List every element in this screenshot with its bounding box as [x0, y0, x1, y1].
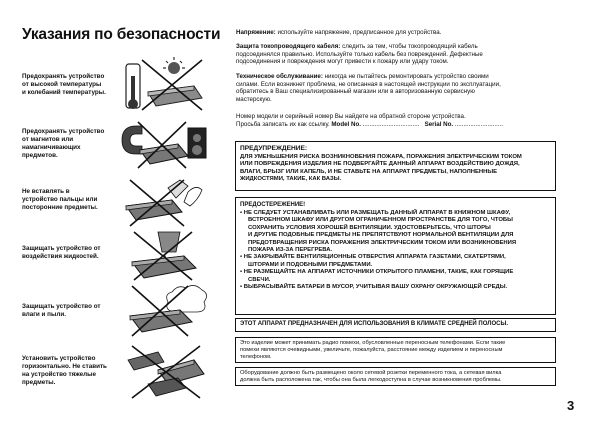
service-paragraph: Техническое обслуживание: никогда не пытайтесь ремонтировать устройство своими силами. Если возникнет проблема, не описанная в настоящей инструкции по эксплуатации, обратитесь в Ваш специализированный магазин или в авторизованную сервисную мастерскую. [236, 73, 501, 103]
serial-paragraph: Номер модели и серийный номер Вы найдете на обратной стороне устройства. Просьба записать их как ссылку. Model No. ................................. Serial No. ............................ [236, 113, 503, 128]
caption-fingers: Не вставлять в устройство пальцы или посторонние предметы. [22, 188, 98, 211]
cable-paragraph: Защита токопроводящего кабеля: следить за тем, чтобы токопроводящий кабель подсоединялся правильно. Используйте только кабель без повреждений. Дефектные подсоединения и повреждения могут привести к пожару или удару током. [236, 43, 483, 66]
climate-box: ЭТОТ АППАРАТ ПРЕДНАЗНАЧЕН ДЛЯ ИСПОЛЬЗОВАНИЯ В КЛИМАТЕ СРЕДНЕЙ ПОЛОСЫ. [235, 318, 556, 332]
caption-level: Установить устройство горизонтально. Не ставить на устройство тяжелые предметы. [22, 355, 107, 386]
caution-item: • ВЫБРАСЫВАЙТЕ БАТАРЕИ В МУСОР, УЧИТЫВАЯ ВАШУ ОХРАНУ ОКРУЖАЮЩЕЙ СРЕДЫ. [240, 284, 508, 291]
page-title: Указания по безопасности [22, 26, 221, 43]
heat-illustration [118, 56, 206, 114]
fingers-illustration [118, 176, 206, 230]
caution-item: • НЕ СЛЕДУЕТ УСТАНАВЛИВАТЬ ИЛИ РАЗМЕЩАТЬ ДАННЫЙ АППАРАТ В КНИЖНОМ ШКАФУ, ВСТРОЕННОМ ШКАФУ ИЛИ ДРУГОМ ОГРАНИЧЕННОМ ПРОСТРАНСТВЕ ДЛЯ ТОГО, ЧТОБЫ СОХРАНИТЬ УСЛОВИЯ ХОРОШЕЙ ВЕНТИЛЯЦИИ. УДОСТОВЕРЬТЕСЬ, ЧТО ШТОРЫ И ДРУГИЕ ПОДОБНЫЕ ПРЕДМЕТЫ НЕ ПРЕПЯТСТВУЮТ НОРМАЛЬНОЙ ВЕНТИЛЯЦИИ ДЛЯ ПРЕДОТВРАЩЕНИЯ РИСКА ПОРАЖЕНИЯ ЭЛЕКТРИЧЕСКИМ ТОКОМ ИЛИ ВОЗНИКНОВЕНИЯ ПОЖАРА ИЗ-ЗА ПЕРЕГРЕВА. [240, 210, 517, 254]
liquids-illustration [118, 228, 210, 284]
voltage-paragraph: Напряжение: используйте напряжение, предписанное для устройства. [236, 29, 442, 36]
warning-heading: ПРЕДУПРЕЖДЕНИЕ: [240, 145, 308, 152]
page-number: 3 [567, 398, 575, 413]
interference-box: Это изделие может принимать радио помехи, обусловленные переносным телефонами. Если такие помехи являются очевидными, увеличьте, пожалуйста, расстояние между изделием и переносным телефоном. [235, 337, 556, 363]
magnets-illustration [118, 118, 210, 170]
caption-moisture: Защищать устройство от влаги и пыли. [22, 303, 101, 318]
mains-box: Оборудование должно быть размещено около сетевой розетки переменного тока, а сетевая вилка должна быть расположена так, чтобы она была легкодоступна в случае возникновения проблемы. [235, 367, 556, 386]
moisture-illustration [118, 282, 210, 340]
caption-liquids: Защищать устройство от воздействия жидкостей. [22, 245, 101, 260]
caution-box [235, 197, 556, 315]
caution-item: • НЕ РАЗМЕЩАЙТЕ НА АППАРАТ ИСТОЧНИКИ ОТКРЫТОГО ПЛАМЕНИ, ТАКИЕ, КАК ГОРЯЩИЕ СВЕЧИ. [240, 269, 514, 283]
caution-item: • НЕ ЗАКРЫВАЙТЕ ВЕНТИЛЯЦИОННЫЕ ОТВЕРСТИЯ АППАРАТА ГАЗЕТАМИ, СКАТЕРТЯМИ, ШТОРАМИ И ПОДОБНЫМИ ПРЕДМЕТАМИ. [240, 254, 506, 268]
caption-magnets: Предохранять устройство от магнитов или намагничивающих предметов. [22, 128, 105, 159]
caution-heading: ПРЕДОСТЕРЕЖЕНИЕ! [240, 202, 306, 208]
caption-heat: Предохранять устройство от высокой температуры и колебаний температуры. [22, 73, 106, 96]
warning-box: ПРЕДУПРЕЖДЕНИЕ: ДЛЯ УМЕНЬШЕНИЯ РИСКА ВОЗНИКНОВЕНИЯ ПОЖАРА, ПОРАЖЕНИЯ ЭЛЕКТРИЧЕСКИМ ТОКОМ ИЛИ ПОВРЕЖДЕНИЯ ИЗДЕЛИЯ НЕ ПОДВЕРГАЙТЕ ДАННЫЙ АППАРАТ ВОЗДЕЙСТВИЮ ДОЖДЯ, ВЛАГИ, БРЫЗГ ИЛИ КАПЕЛЬ, И НЕ СТАВЬТЕ НА АППАРАТ ПРЕДМЕТЫ, НАПОЛНЕННЫЕ ЖИДКОСТЯМИ, ТАКИЕ, КАК ВАЗЫ. [235, 141, 556, 191]
level-illustration [118, 340, 210, 402]
